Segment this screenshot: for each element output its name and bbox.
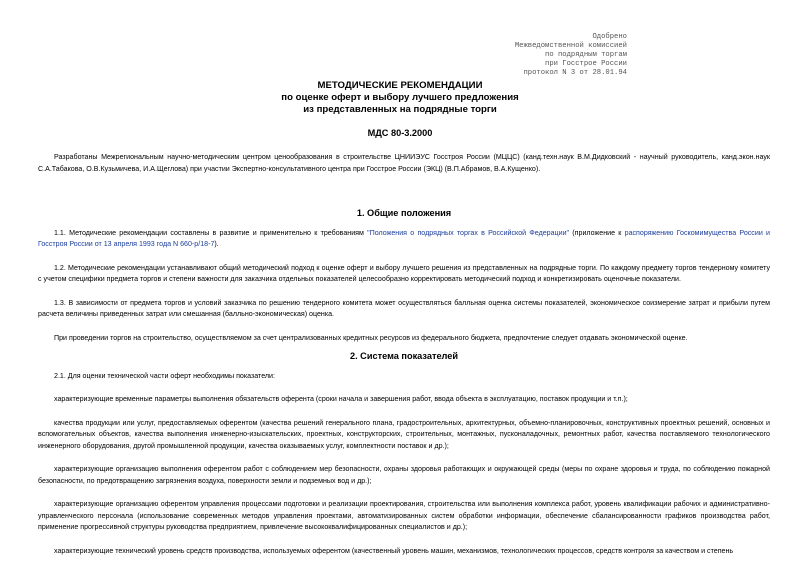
paragraph: качества продукции или услуг, предоставляемых оферентом (качества решений генерального плана, градостроительных, архитектурных, объемно-планировочных, конструктивных проектных решений, основных и вспомогательных объектов, качества выполнения инженерно-изыскательских, проектных, конструкторских, строительных, монтажных, пусконаладочных, ремонтных работ, качества поставляемого технологического инженерного оборудования, другой промышленной продукции, качества оказываемых услуг, комплектности поставок и др.); — [38, 418, 770, 450]
regulation-link[interactable]: "Положения о подрядных торгах в Российской Федерации" — [367, 228, 570, 237]
paragraph: характеризующие технический уровень средств производства, используемых оферентом (качественный уровень машин, механизмов, технологических процессов, средств контроля за качеством и степень — [54, 546, 734, 555]
approval-line: при Госстрое России — [545, 60, 627, 68]
title-line: из представленных на подрядные торги — [303, 104, 497, 115]
text: 1.1. Методические рекомендации составлены в развитие и применительно к требованиям — [54, 228, 368, 237]
approval-line: Одобрено — [592, 33, 627, 41]
intro-paragraph: Разработаны Межрегиональным научно-методическим центром ценообразования в строительстве ЦНИИЭУС Госстроя России (МЦЦС) (канд.техн.наук В.М.Дидковский - научный руководитель, канд.экон.наук С.А.Табакова, О.В.Кузьмичева, И.А.Щеглова) при участии Экспертно-консультативного центра при Госстрое России (ЭКЦ) (В.П.Абрамов, В.А.Кущенко). — [38, 153, 770, 173]
approval-stamp — [487, 33, 627, 78]
approval-line: протокол N 3 от 28.01.94 — [523, 69, 627, 77]
paragraph: 1.2. Методические рекомендации устанавливают общий методический подход к оценке оферт и выбору лучшего решения из представленных на подрядные торги. По каждому предмету торгов тендерному комитету с учетом специфики предмета торгов и степени важности для заказчика отдельных показателей целесообразно корректировать методический подход и конкретизировать оценочные показатели. — [38, 263, 770, 283]
section-heading: 1. Общие положения — [356, 208, 452, 218]
paragraph — [38, 228, 770, 251]
paragraph: При проведении торгов на строительство, осуществляемом за счет централизованных кредитных ресурсов из федерального бюджета, предпочтение следует отдавать экономической оценке. — [54, 333, 688, 342]
section-general — [38, 208, 770, 356]
order-link[interactable]: распоряжению Госкомимущества России и Госстроя России от 13 апреля 1993 года N 660-р/18-7 — [38, 228, 770, 248]
paragraph: 1.3. В зависимости от предмета торгов и условий заказчика по решению тендерного комитета может осуществляться балльная оценка системы показателей, экономическое соизмерение затрат и прибыли путем расчета величины приведенных затрат или смешанная (балльно-экономическая) оценка. — [38, 298, 770, 318]
intro-block — [38, 152, 770, 187]
paragraph: характеризующие организацию оферентом управления процессами подготовки и реализации проектирования, строительства или выполнения комплекса работ, уровень квалификации рабочих и административно-управленческого персонала (использование современных методов управления проектами, автоматизированных систем обработки информации, обеспечение сбалансированности графиков производства работ, применение прогрессивной структуры руководства предприятием, привлечение высококвалифицированных специалистов и др.); — [38, 500, 770, 531]
section-indicators — [38, 351, 770, 569]
paragraph: характеризующие временные параметры выполнения обязательств оферента (сроки начала и завершения работ, ввода объекта в эксплуатацию, поставок продукции и т.п.); — [54, 395, 628, 403]
title-line: по оценке оферт и выбору лучшего предложения — [281, 92, 519, 103]
text: ). — [214, 240, 219, 248]
approval-line: Межведомственной комиссией — [514, 42, 627, 50]
document-title — [250, 80, 550, 116]
paragraph: 2.1. Для оценки технической части оферт необходимы показатели: — [54, 371, 275, 380]
document-code: МДС 80-3.2000 — [367, 128, 433, 138]
title-line: МЕТОДИЧЕСКИЕ РЕКОМЕНДАЦИИ — [317, 80, 483, 91]
approval-line: по подрядным торгам — [545, 51, 627, 59]
text: (приложение к — [569, 228, 625, 237]
paragraph: характеризующие организацию выполнения оферентом работ с соблюдением мер безопасности, охраны здоровья работающих и окружающей среды (меры по охране здоровья и труда, по соблюдению пожарной безопасности, по предотвращению загрязнения воздуха, поверхности земли и подземных вод и др.); — [38, 465, 770, 485]
section-heading: 2. Система показателей — [349, 351, 459, 361]
